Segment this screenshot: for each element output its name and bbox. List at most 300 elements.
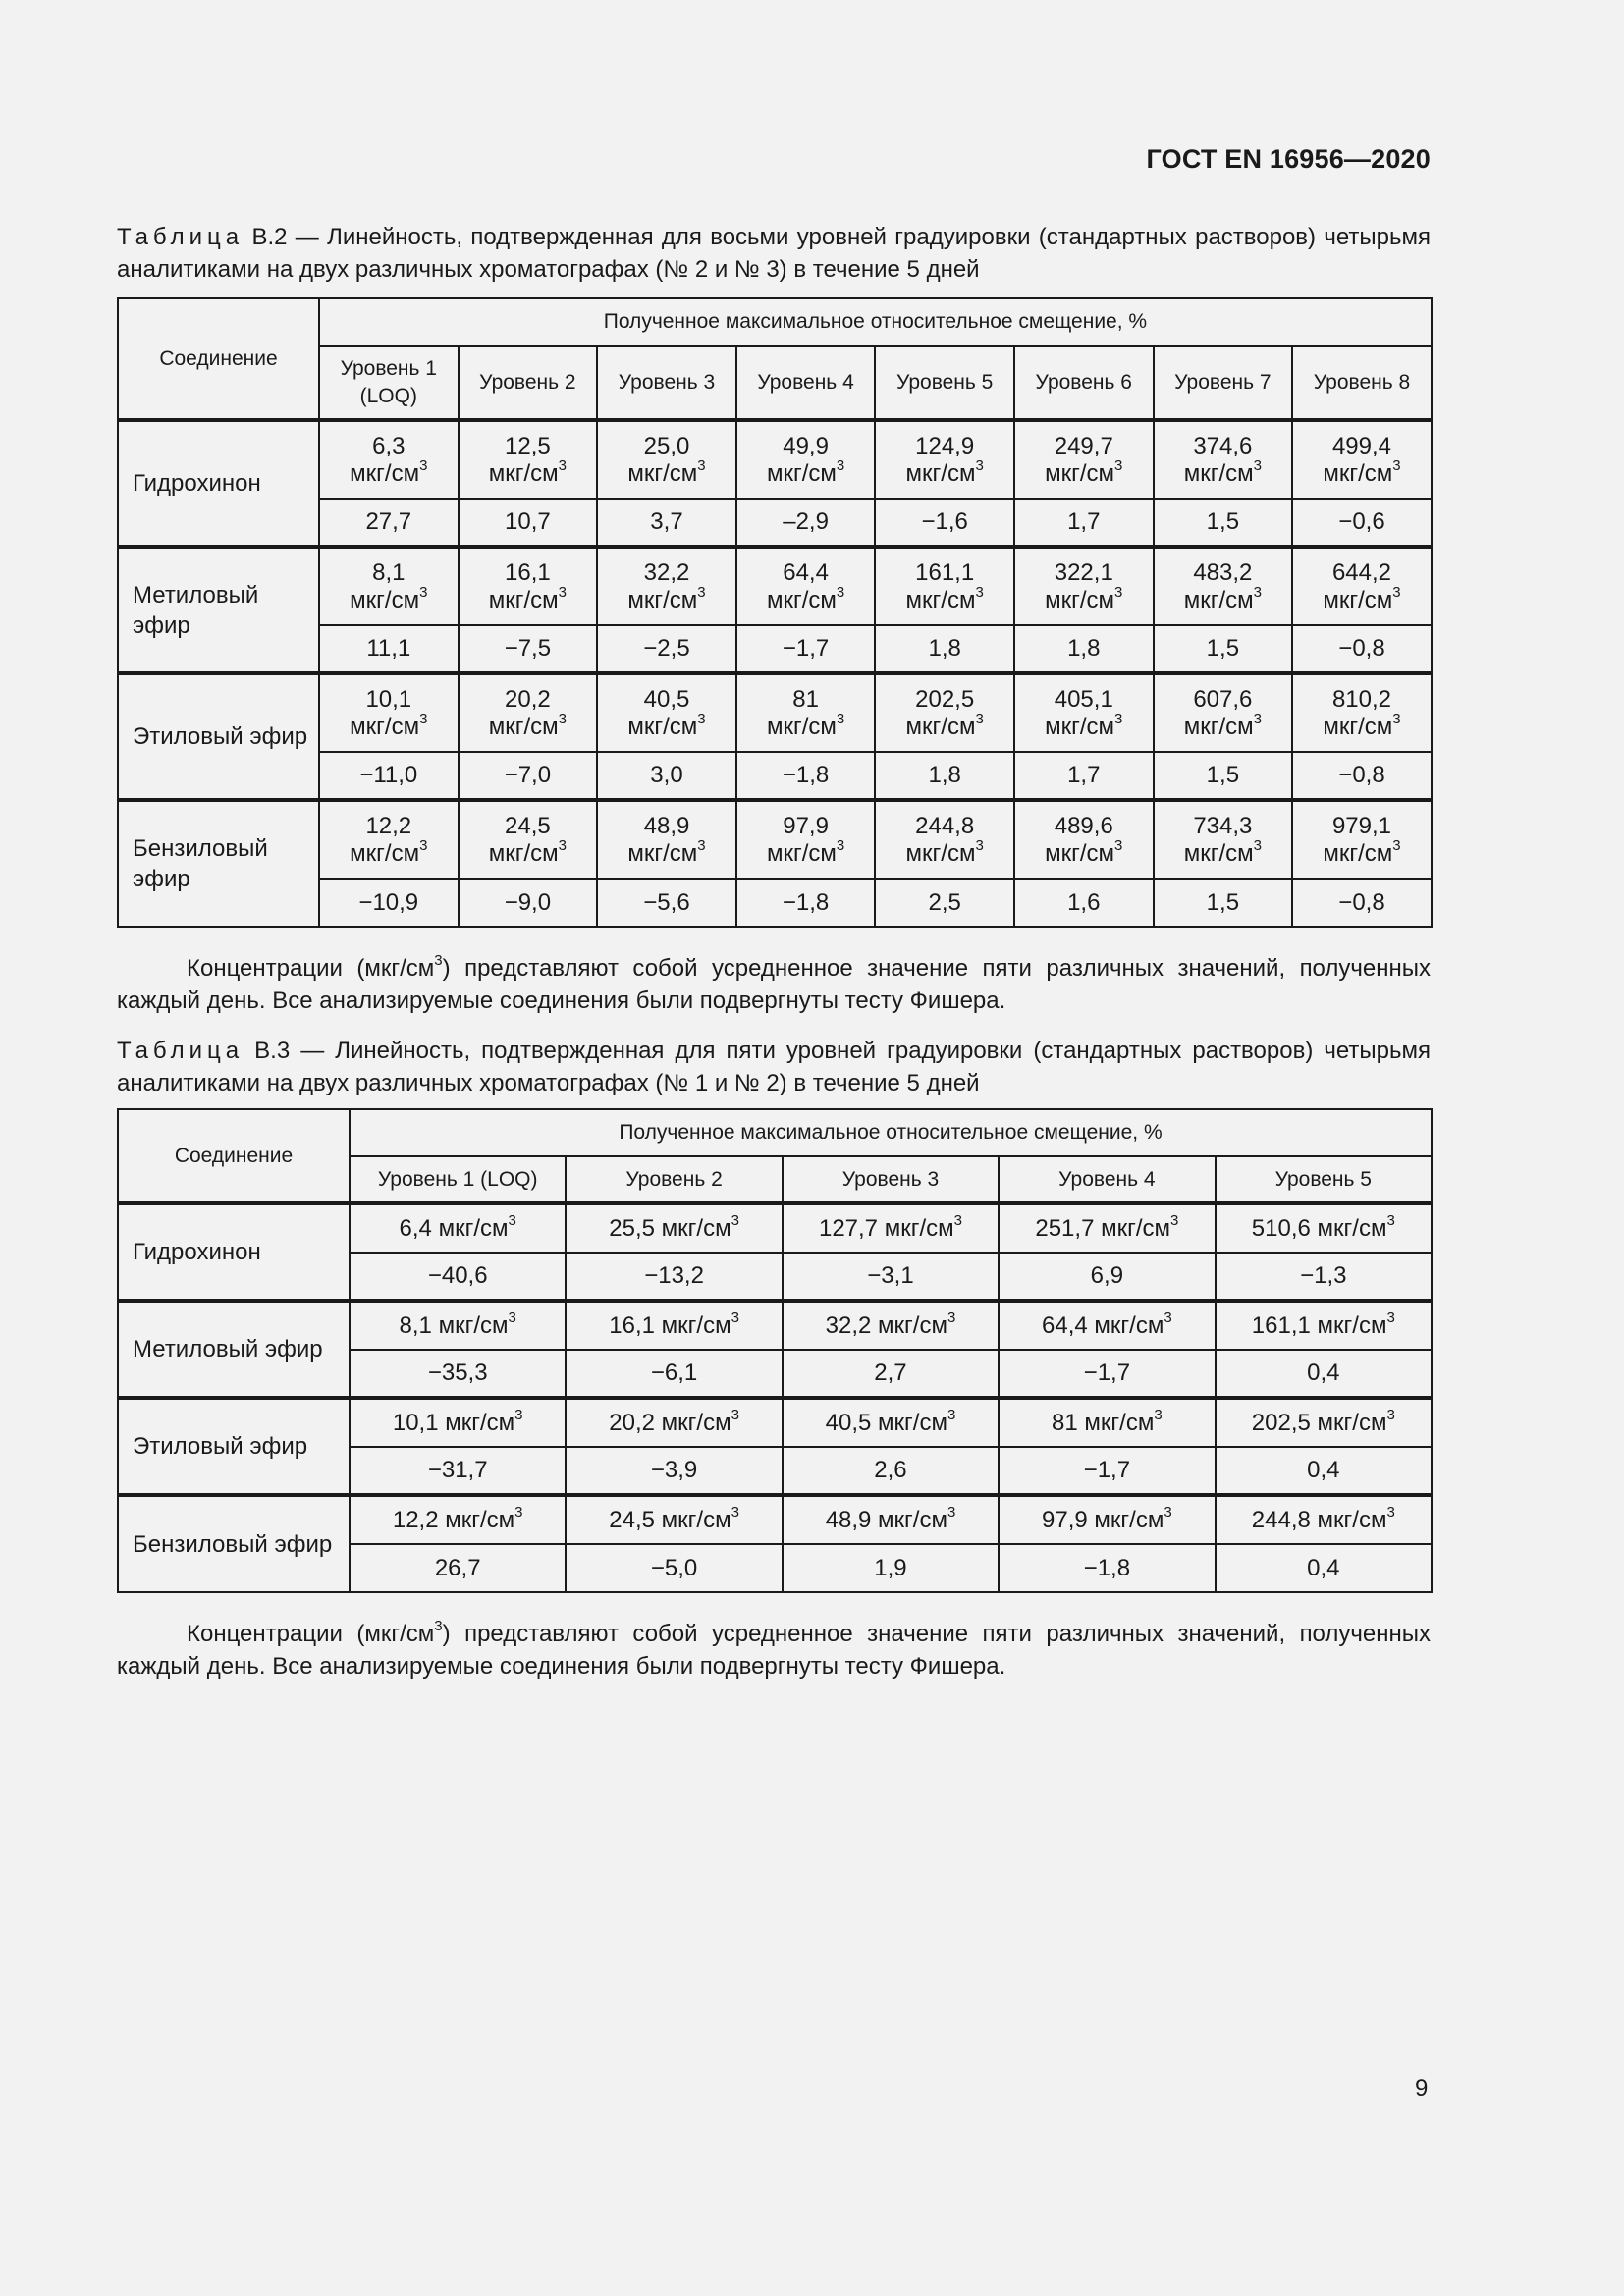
unit-power: 3 — [731, 1503, 739, 1521]
unit-power: 3 — [514, 1406, 523, 1423]
header-group: Полученное максимальное относительное смещение, % — [319, 298, 1432, 346]
unit-power: 3 — [1253, 836, 1262, 854]
bias-cell: 0,4 — [1216, 1350, 1432, 1398]
unit-label: мкг/см — [905, 459, 976, 487]
unit-power: 3 — [1164, 1503, 1172, 1521]
concentration-value: 244,8 — [1251, 1506, 1311, 1533]
unit-label: мкг/см — [1045, 713, 1115, 740]
unit-power: 3 — [1392, 583, 1401, 601]
unit-power: 3 — [1386, 1211, 1395, 1229]
table-b3-note-sup: 3 — [434, 1618, 443, 1634]
unit-power: 3 — [947, 1503, 956, 1521]
header-level-8: Уровень 8 — [1292, 346, 1432, 420]
concentration-value: 499,4 — [1331, 432, 1392, 459]
concentration-cell — [783, 1398, 999, 1447]
concentration-cell — [1216, 1301, 1432, 1350]
concentration-cell — [1216, 1495, 1432, 1544]
unit-power: 3 — [514, 1503, 523, 1521]
concentration-value: 202,5 — [915, 685, 975, 713]
header-level-4: Уровень 4 — [999, 1156, 1215, 1203]
bias-cell: 1,7 — [1014, 499, 1154, 547]
bias-cell: 10,7 — [459, 499, 598, 547]
concentration-cell — [566, 1301, 782, 1350]
unit-label: мкг/см — [350, 839, 420, 867]
concentration-cell — [999, 1203, 1215, 1253]
unit-label: мкг/см — [1317, 1214, 1387, 1242]
unit-label: мкг/см — [905, 839, 976, 867]
concentration-value: 322,1 — [1054, 559, 1113, 586]
concentration-cell — [1014, 420, 1154, 499]
bias-cell: 1,8 — [875, 625, 1014, 673]
concentration-cell — [459, 800, 598, 879]
concentration-value: 32,2 — [643, 559, 690, 586]
page-number: 9 — [1415, 2075, 1429, 2102]
header-level-1: Уровень 1 (LOQ) — [319, 346, 459, 420]
compound-name: Гидрохинон — [118, 1203, 350, 1301]
concentration-value: 127,7 — [818, 1214, 879, 1242]
unit-power: 3 — [508, 1308, 516, 1326]
concentration-value: 405,1 — [1054, 685, 1113, 713]
unit-label: мкг/см — [1101, 1214, 1171, 1242]
concentration-cell — [736, 800, 876, 879]
unit-power: 3 — [1154, 1406, 1163, 1423]
concentration-cell — [1292, 420, 1432, 499]
unit-power: 3 — [419, 710, 428, 727]
table-b3-caption-text: — Линейность, подтвержденная для пяти уровней градуировки (стандартных растворов) четырьмя аналитиками на двух различных хроматографах (№ 1 и № 2) в течение 5 дней — [117, 1038, 1431, 1096]
concentration-cell — [1154, 420, 1293, 499]
concentration-value: 32,2 — [825, 1311, 872, 1339]
table-b2-note-pre: Концентрации (мкг/см — [187, 955, 435, 982]
unit-power: 3 — [1392, 836, 1401, 854]
bias-cell: 27,7 — [319, 499, 459, 547]
unit-label: мкг/см — [661, 1506, 731, 1533]
table-b3 — [117, 1108, 1433, 1593]
concentration-value: 48,9 — [643, 812, 690, 839]
table-row — [118, 673, 1432, 752]
table-row — [118, 800, 1432, 879]
table-b3-note-pre: Концентрации (мкг/см — [187, 1621, 435, 1647]
concentration-value: 40,5 — [643, 685, 690, 713]
unit-label: мкг/см — [488, 459, 559, 487]
header-compound: Соединение — [118, 298, 319, 420]
unit-label: мкг/см — [1323, 586, 1393, 614]
unit-label: мкг/см — [878, 1409, 947, 1436]
concentration-value: 979,1 — [1331, 812, 1392, 839]
bias-cell: 3,7 — [597, 499, 736, 547]
table-row — [118, 420, 1432, 499]
concentration-value: 10,1 — [392, 1409, 439, 1436]
unit-label: мкг/см — [1183, 713, 1254, 740]
concentration-value: 6,4 — [399, 1214, 432, 1242]
concentration-cell — [1292, 673, 1432, 752]
unit-label: мкг/см — [661, 1214, 731, 1242]
unit-power: 3 — [419, 836, 428, 854]
unit-power: 3 — [836, 710, 845, 727]
concentration-cell — [783, 1203, 999, 1253]
concentration-value: 64,4 — [1042, 1311, 1088, 1339]
unit-power: 3 — [697, 710, 706, 727]
unit-power: 3 — [947, 1308, 956, 1326]
header-level-5: Уровень 5 — [875, 346, 1014, 420]
concentration-value: 20,2 — [609, 1409, 655, 1436]
concentration-cell — [736, 673, 876, 752]
table-b3-caption-label: Таблица — [117, 1038, 244, 1064]
unit-label: мкг/см — [1317, 1506, 1387, 1533]
unit-label: мкг/см — [488, 713, 559, 740]
concentration-value: 810,2 — [1331, 685, 1392, 713]
concentration-cell — [597, 800, 736, 879]
concentration-cell — [999, 1495, 1215, 1544]
concentration-value: 12,2 — [365, 812, 412, 839]
concentration-cell — [875, 547, 1014, 625]
bias-cell: −1,8 — [736, 752, 876, 800]
concentration-cell — [319, 800, 459, 879]
unit-label: мкг/см — [905, 713, 976, 740]
table-b2 — [117, 297, 1433, 928]
unit-label: мкг/см — [1094, 1311, 1164, 1339]
unit-label: мкг/см — [905, 586, 976, 614]
concentration-cell — [350, 1301, 566, 1350]
unit-power: 3 — [1253, 710, 1262, 727]
unit-label: мкг/см — [350, 586, 420, 614]
table-b2-note-sup: 3 — [434, 952, 443, 969]
bias-cell: 1,5 — [1154, 499, 1293, 547]
unit-label: мкг/см — [661, 1409, 731, 1436]
unit-power: 3 — [1114, 583, 1123, 601]
concentration-value: 8,1 — [372, 559, 406, 586]
unit-label: мкг/см — [1045, 459, 1115, 487]
bias-cell: –2,9 — [736, 499, 876, 547]
unit-power: 3 — [1253, 456, 1262, 474]
bias-cell: −5,6 — [597, 879, 736, 927]
concentration-value: 374,6 — [1193, 432, 1253, 459]
table-b2-caption — [117, 221, 1431, 286]
bias-cell: −1,7 — [999, 1350, 1215, 1398]
unit-power: 3 — [697, 836, 706, 854]
concentration-cell — [783, 1301, 999, 1350]
concentration-cell — [459, 547, 598, 625]
unit-label: мкг/см — [1317, 1311, 1387, 1339]
unit-power: 3 — [1114, 836, 1123, 854]
concentration-cell — [736, 547, 876, 625]
concentration-value: 202,5 — [1251, 1409, 1311, 1436]
concentration-cell — [1014, 547, 1154, 625]
concentration-value: 249,7 — [1054, 432, 1113, 459]
bias-cell: −9,0 — [459, 879, 598, 927]
concentration-cell — [999, 1398, 1215, 1447]
bias-cell: 0,4 — [1216, 1447, 1432, 1495]
concentration-cell — [736, 420, 876, 499]
unit-power: 3 — [558, 456, 568, 474]
concentration-cell — [597, 547, 736, 625]
table-b2-caption-label: Таблица — [117, 224, 244, 250]
unit-power: 3 — [975, 583, 984, 601]
compound-name: Этиловый эфир — [118, 673, 319, 800]
concentration-cell — [1216, 1398, 1432, 1447]
header-level-6: Уровень 6 — [1014, 346, 1154, 420]
bias-cell: −10,9 — [319, 879, 459, 927]
unit-power: 3 — [1114, 456, 1123, 474]
concentration-value: 10,1 — [365, 685, 412, 713]
unit-label: мкг/см — [766, 586, 837, 614]
unit-power: 3 — [1392, 456, 1401, 474]
unit-power: 3 — [836, 836, 845, 854]
concentration-value: 25,0 — [643, 432, 690, 459]
table-row — [118, 1398, 1432, 1447]
unit-label: мкг/см — [445, 1409, 515, 1436]
unit-power: 3 — [1114, 710, 1123, 727]
concentration-cell — [459, 420, 598, 499]
unit-power: 3 — [1253, 583, 1262, 601]
table-row — [118, 1495, 1432, 1544]
concentration-value: 81 — [1052, 1409, 1078, 1436]
bias-cell: 1,8 — [1014, 625, 1154, 673]
bias-cell: 1,5 — [1154, 752, 1293, 800]
concentration-cell — [350, 1495, 566, 1544]
unit-label: мкг/см — [488, 839, 559, 867]
bias-cell: −1,3 — [1216, 1253, 1432, 1301]
header-level-4: Уровень 4 — [736, 346, 876, 420]
concentration-value: 16,1 — [505, 559, 551, 586]
unit-power: 3 — [953, 1211, 962, 1229]
concentration-cell — [319, 420, 459, 499]
unit-label: мкг/см — [1323, 713, 1393, 740]
concentration-value: 48,9 — [825, 1506, 872, 1533]
concentration-value: 251,7 — [1035, 1214, 1095, 1242]
concentration-cell — [875, 673, 1014, 752]
concentration-cell — [1014, 673, 1154, 752]
header-level-7: Уровень 7 — [1154, 346, 1293, 420]
bias-cell: 2,5 — [875, 879, 1014, 927]
unit-power: 3 — [975, 456, 984, 474]
bias-cell: 1,5 — [1154, 879, 1293, 927]
bias-cell: −1,8 — [736, 879, 876, 927]
bias-cell: −1,6 — [875, 499, 1014, 547]
table-b2-note-post: ) представляют собой усредненное значение пяти различных значений, полученных каждый день. Все анализируемые соединения были подвергнуты тесту Фишера. — [117, 955, 1431, 1014]
concentration-value: 81 — [792, 685, 819, 713]
concentration-cell — [350, 1203, 566, 1253]
table-row — [118, 1301, 1432, 1350]
concentration-value: 489,6 — [1054, 812, 1113, 839]
bias-cell: −13,2 — [566, 1253, 782, 1301]
concentration-cell — [597, 673, 736, 752]
compound-name: Бензиловый эфир — [118, 1495, 350, 1592]
table-b2-caption-text: — Линейность, подтвержденная для восьми уровней градуировки (стандартных растворов) четырьмя аналитиками на двух различных хроматографах (№ 2 и № 3) в течение 5 дней — [117, 224, 1432, 283]
concentration-value: 244,8 — [915, 812, 975, 839]
header-level-2: Уровень 2 — [566, 1156, 782, 1203]
concentration-value: 8,1 — [399, 1311, 432, 1339]
unit-power: 3 — [947, 1406, 956, 1423]
header-level-3: Уровень 3 — [597, 346, 736, 420]
concentration-value: 161,1 — [1251, 1311, 1311, 1339]
unit-power: 3 — [697, 456, 706, 474]
concentration-cell — [1292, 800, 1432, 879]
unit-power: 3 — [836, 583, 845, 601]
header-compound: Соединение — [118, 1109, 350, 1203]
concentration-cell — [1216, 1203, 1432, 1253]
unit-power: 3 — [558, 583, 568, 601]
table-b3-caption-number: B.3 — [254, 1038, 291, 1064]
unit-label: мкг/см — [878, 1311, 947, 1339]
bias-cell: 6,9 — [999, 1253, 1215, 1301]
compound-name: Этиловый эфир — [118, 1398, 350, 1495]
concentration-cell — [999, 1301, 1215, 1350]
bias-cell: −7,5 — [459, 625, 598, 673]
unit-label: мкг/см — [627, 839, 698, 867]
concentration-value: 97,9 — [1042, 1506, 1088, 1533]
table-b2-note — [117, 952, 1431, 1017]
concentration-value: 12,2 — [392, 1506, 439, 1533]
bias-cell: −2,5 — [597, 625, 736, 673]
unit-label: мкг/см — [445, 1506, 515, 1533]
bias-cell: −6,1 — [566, 1350, 782, 1398]
bias-cell: 1,7 — [1014, 752, 1154, 800]
bias-cell: −0,8 — [1292, 879, 1432, 927]
unit-power: 3 — [1386, 1406, 1395, 1423]
bias-cell: 11,1 — [319, 625, 459, 673]
bias-cell: 3,0 — [597, 752, 736, 800]
unit-power: 3 — [419, 456, 428, 474]
unit-label: мкг/см — [627, 586, 698, 614]
unit-label: мкг/см — [1183, 839, 1254, 867]
bias-cell: −3,9 — [566, 1447, 782, 1495]
compound-name: Гидрохинон — [118, 420, 319, 547]
concentration-value: 124,9 — [915, 432, 975, 459]
bias-cell: 2,6 — [783, 1447, 999, 1495]
concentration-value: 510,6 — [1251, 1214, 1311, 1242]
concentration-value: 40,5 — [825, 1409, 872, 1436]
concentration-cell — [1154, 800, 1293, 879]
concentration-cell — [350, 1398, 566, 1447]
concentration-cell — [1154, 547, 1293, 625]
bias-cell: −0,6 — [1292, 499, 1432, 547]
concentration-value: 734,3 — [1193, 812, 1253, 839]
standard-number: ГОСТ EN 16956—2020 — [1146, 144, 1431, 174]
unit-label: мкг/см — [1183, 586, 1254, 614]
unit-label: мкг/см — [350, 713, 420, 740]
concentration-cell — [566, 1398, 782, 1447]
concentration-value: 644,2 — [1331, 559, 1392, 586]
concentration-cell — [459, 673, 598, 752]
unit-power: 3 — [836, 456, 845, 474]
unit-power: 3 — [558, 836, 568, 854]
unit-power: 3 — [697, 583, 706, 601]
bias-cell: −40,6 — [350, 1253, 566, 1301]
unit-power: 3 — [731, 1406, 739, 1423]
concentration-value: 12,5 — [505, 432, 551, 459]
unit-label: мкг/см — [1045, 839, 1115, 867]
concentration-value: 20,2 — [505, 685, 551, 713]
bias-cell: 1,8 — [875, 752, 1014, 800]
bias-cell: −11,0 — [319, 752, 459, 800]
unit-power: 3 — [975, 710, 984, 727]
unit-label: мкг/см — [438, 1214, 509, 1242]
concentration-value: 6,3 — [372, 432, 406, 459]
unit-power: 3 — [1386, 1503, 1395, 1521]
concentration-cell — [1292, 547, 1432, 625]
unit-power: 3 — [1164, 1308, 1172, 1326]
unit-label: мкг/см — [766, 459, 837, 487]
table-b3-caption — [117, 1035, 1431, 1099]
header-level-5: Уровень 5 — [1216, 1156, 1432, 1203]
table-b3-note-post: ) представляют собой усредненное значение пяти различных значений, полученных каждый день. Все анализируемые соединения были подвергнуты тесту Фишера. — [117, 1621, 1431, 1680]
concentration-value: 25,5 — [609, 1214, 655, 1242]
unit-label: мкг/см — [488, 586, 559, 614]
bias-cell: −5,0 — [566, 1544, 782, 1592]
concentration-cell — [597, 420, 736, 499]
compound-name: Метиловый эфир — [118, 1301, 350, 1398]
unit-label: мкг/см — [1323, 459, 1393, 487]
unit-power: 3 — [975, 836, 984, 854]
concentration-cell — [566, 1203, 782, 1253]
unit-label: мкг/см — [1084, 1409, 1155, 1436]
unit-power: 3 — [419, 583, 428, 601]
table-row — [118, 1203, 1432, 1253]
bias-cell: 1,9 — [783, 1544, 999, 1592]
unit-label: мкг/см — [766, 839, 837, 867]
concentration-cell — [1014, 800, 1154, 879]
concentration-cell — [875, 420, 1014, 499]
unit-label: мкг/см — [1317, 1409, 1387, 1436]
header-group: Полученное максимальное относительное смещение, % — [350, 1109, 1432, 1156]
unit-label: мкг/см — [438, 1311, 509, 1339]
unit-label: мкг/см — [1183, 459, 1254, 487]
concentration-value: 24,5 — [505, 812, 551, 839]
concentration-value: 64,4 — [783, 559, 829, 586]
header-level-2: Уровень 2 — [459, 346, 598, 420]
compound-name: Бензиловый эфир — [118, 800, 319, 927]
bias-cell: −7,0 — [459, 752, 598, 800]
unit-label: мкг/см — [661, 1311, 731, 1339]
compound-name: Метиловый эфир — [118, 547, 319, 673]
bias-cell: −1,7 — [736, 625, 876, 673]
unit-power: 3 — [731, 1308, 739, 1326]
unit-label: мкг/см — [766, 713, 837, 740]
unit-power: 3 — [731, 1211, 739, 1229]
unit-power: 3 — [1386, 1308, 1395, 1326]
unit-label: мкг/см — [884, 1214, 954, 1242]
table-b2-caption-number: B.2 — [251, 224, 288, 250]
unit-power: 3 — [1392, 710, 1401, 727]
unit-label: мкг/см — [878, 1506, 947, 1533]
concentration-cell — [875, 800, 1014, 879]
bias-cell: −3,1 — [783, 1253, 999, 1301]
bias-cell: 2,7 — [783, 1350, 999, 1398]
header-level-3: Уровень 3 — [783, 1156, 999, 1203]
bias-cell: −1,8 — [999, 1544, 1215, 1592]
unit-label: мкг/см — [1045, 586, 1115, 614]
unit-label: мкг/см — [627, 713, 698, 740]
unit-label: мкг/см — [350, 459, 420, 487]
concentration-value: 97,9 — [783, 812, 829, 839]
bias-cell: 1,5 — [1154, 625, 1293, 673]
concentration-value: 16,1 — [609, 1311, 655, 1339]
table-row — [118, 547, 1432, 625]
bias-cell: −0,8 — [1292, 752, 1432, 800]
unit-label: мкг/см — [1323, 839, 1393, 867]
bias-cell: 0,4 — [1216, 1544, 1432, 1592]
header-level-1: Уровень 1 (LOQ) — [350, 1156, 566, 1203]
concentration-cell — [319, 547, 459, 625]
bias-cell: −0,8 — [1292, 625, 1432, 673]
concentration-value: 483,2 — [1193, 559, 1253, 586]
bias-cell: −1,7 — [999, 1447, 1215, 1495]
concentration-value: 49,9 — [783, 432, 829, 459]
bias-cell: 1,6 — [1014, 879, 1154, 927]
unit-label: мкг/см — [627, 459, 698, 487]
concentration-cell — [566, 1495, 782, 1544]
concentration-cell — [1154, 673, 1293, 752]
